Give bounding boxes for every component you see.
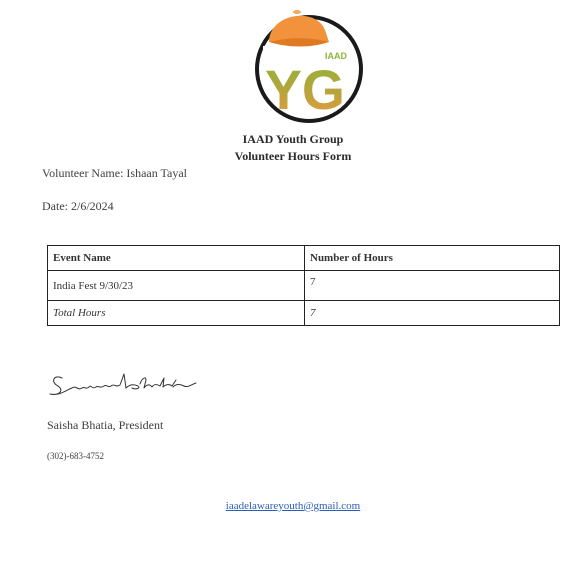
total-row	[48, 301, 560, 326]
hours-table	[47, 245, 560, 326]
event-name-cell: India Fest 9/30/23	[48, 271, 305, 301]
column-header-hours: Number of Hours	[305, 246, 560, 271]
handwritten-signature	[46, 366, 206, 400]
table-row	[48, 271, 560, 301]
logo-monogram: YG	[265, 58, 345, 121]
total-label-cell: Total Hours	[48, 301, 305, 326]
email-link[interactable]: iaadelawareyouth@gmail.com	[225, 500, 361, 512]
phone-number: (302)-683-4752	[47, 451, 104, 461]
total-value-cell: 7	[305, 301, 560, 326]
signatory-name: Saisha Bhatia, President	[47, 418, 164, 432]
logo-iaad-text: IAAD	[325, 51, 347, 61]
iaad-youth-group-logo	[249, 4, 371, 126]
hours-cell: 7	[305, 271, 560, 301]
cap-icon	[269, 10, 329, 47]
date-field: Date: 2/6/2024	[42, 199, 114, 213]
form-title: Volunteer Hours Form	[234, 149, 352, 163]
volunteer-name-field: Volunteer Name: Ishaan Tayal	[42, 166, 188, 180]
column-header-event: Event Name	[48, 246, 305, 271]
table-header-row	[48, 246, 560, 271]
org-heading: IAAD Youth Group	[242, 132, 344, 146]
